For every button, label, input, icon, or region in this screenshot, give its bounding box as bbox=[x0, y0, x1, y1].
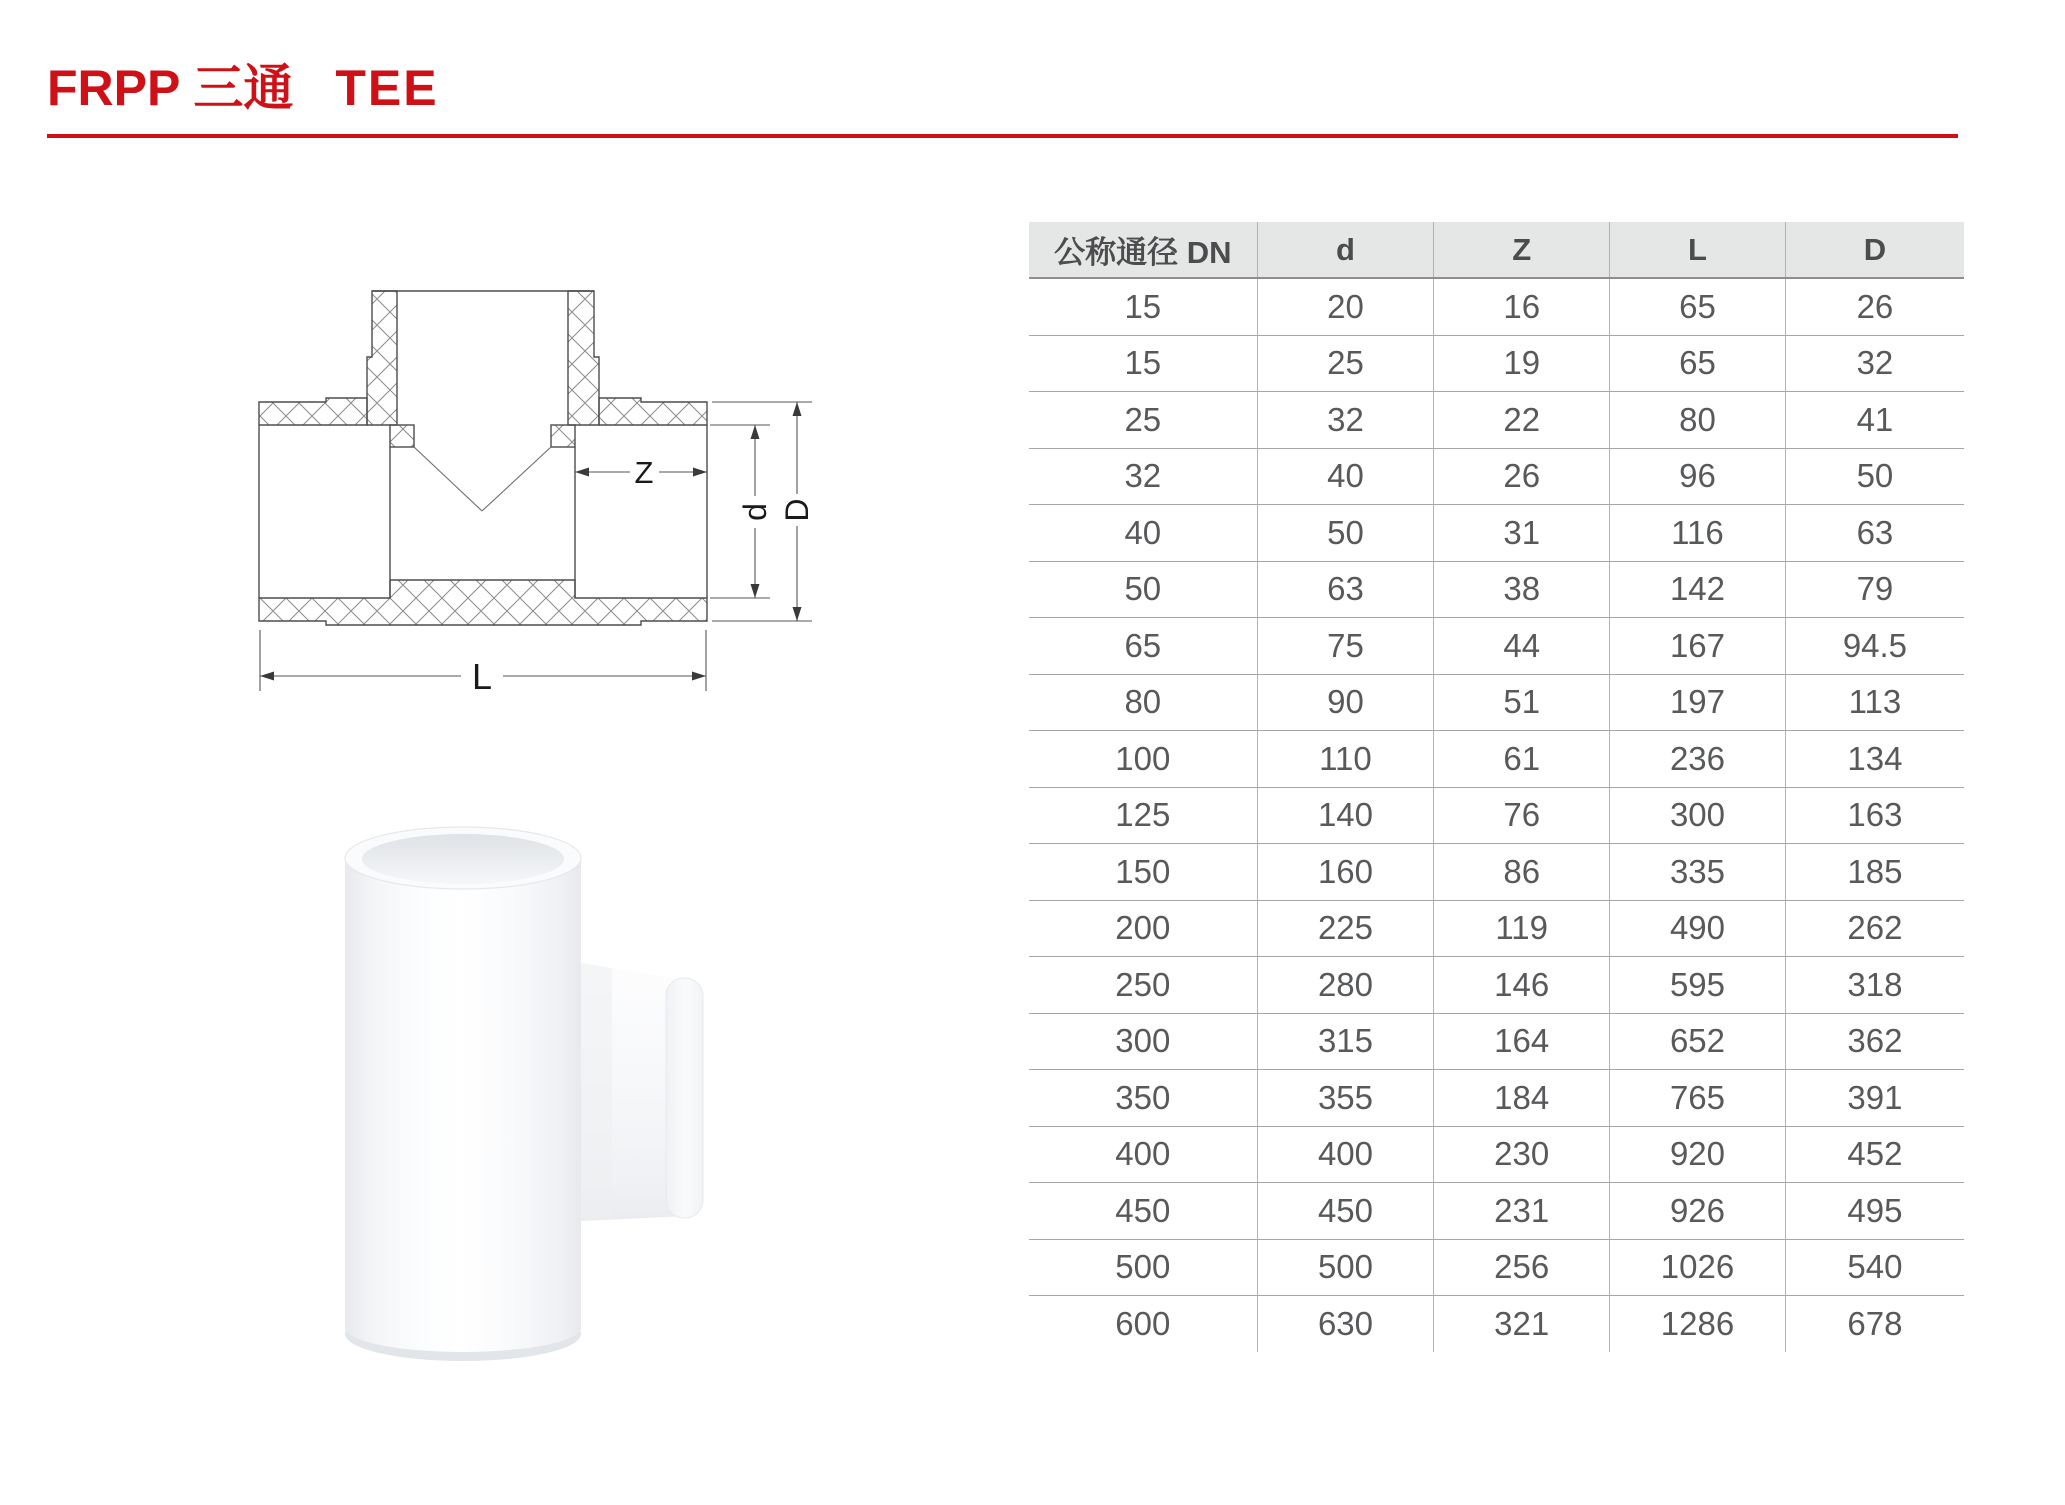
table-cell: 65 bbox=[1029, 618, 1257, 675]
table-cell: 400 bbox=[1257, 1126, 1434, 1183]
table-row bbox=[1029, 957, 1964, 1014]
table-cell: 15 bbox=[1029, 278, 1257, 335]
table-row bbox=[1029, 1013, 1964, 1070]
table-cell: 150 bbox=[1029, 844, 1257, 901]
table-cell: 315 bbox=[1257, 1013, 1434, 1070]
table-cell: 134 bbox=[1785, 731, 1964, 788]
table-cell: 26 bbox=[1785, 278, 1964, 335]
run-bottom-wall bbox=[259, 580, 707, 625]
table-cell: 119 bbox=[1434, 900, 1610, 957]
run-top-left-wall bbox=[259, 398, 367, 425]
left-corner-block bbox=[390, 425, 414, 447]
table-cell: 350 bbox=[1029, 1070, 1257, 1127]
table-cell: 452 bbox=[1785, 1126, 1964, 1183]
table-row bbox=[1029, 1239, 1964, 1296]
fitting-main-body bbox=[345, 858, 581, 1352]
table-cell: 94.5 bbox=[1785, 618, 1964, 675]
table-row bbox=[1029, 561, 1964, 618]
fitting-top-bore bbox=[362, 834, 564, 884]
table-cell: 262 bbox=[1785, 900, 1964, 957]
run-top-right-wall bbox=[599, 398, 707, 425]
table-row bbox=[1029, 448, 1964, 505]
table-cell: 920 bbox=[1610, 1126, 1786, 1183]
table-row bbox=[1029, 1183, 1964, 1240]
tee-product-photo bbox=[330, 815, 715, 1370]
table-cell: 335 bbox=[1610, 844, 1786, 901]
table-cell: 19 bbox=[1434, 335, 1610, 392]
table-cell: 50 bbox=[1785, 448, 1964, 505]
bore-intersection-left bbox=[414, 447, 482, 511]
table-cell: 41 bbox=[1785, 392, 1964, 449]
col-header-dn: 公称通径 DN bbox=[1029, 222, 1257, 278]
table-cell: 142 bbox=[1610, 561, 1786, 618]
table-cell: 321 bbox=[1434, 1296, 1610, 1352]
table-cell: 362 bbox=[1785, 1013, 1964, 1070]
table-cell: 500 bbox=[1029, 1239, 1257, 1296]
table-cell: 160 bbox=[1257, 844, 1434, 901]
col-header-l: L bbox=[1610, 222, 1786, 278]
table-cell: 44 bbox=[1434, 618, 1610, 675]
table-cell: 926 bbox=[1610, 1183, 1786, 1240]
table-row bbox=[1029, 392, 1964, 449]
fitting-branch-face bbox=[666, 978, 703, 1218]
table-body bbox=[1029, 278, 1964, 1352]
table-cell: 61 bbox=[1434, 731, 1610, 788]
table-cell: 391 bbox=[1785, 1070, 1964, 1127]
table-header-row bbox=[1029, 222, 1964, 278]
table-cell: 31 bbox=[1434, 505, 1610, 562]
table-cell: 184 bbox=[1434, 1070, 1610, 1127]
table-row bbox=[1029, 900, 1964, 957]
table-cell: 765 bbox=[1610, 1070, 1786, 1127]
table-cell: 236 bbox=[1610, 731, 1786, 788]
table-cell: 110 bbox=[1257, 731, 1434, 788]
table-cell: 75 bbox=[1257, 618, 1434, 675]
table-cell: 318 bbox=[1785, 957, 1964, 1014]
table-cell: 355 bbox=[1257, 1070, 1434, 1127]
table-cell: 185 bbox=[1785, 844, 1964, 901]
table-cell: 40 bbox=[1029, 505, 1257, 562]
table-cell: 32 bbox=[1029, 448, 1257, 505]
table-cell: 50 bbox=[1029, 561, 1257, 618]
table-cell: 80 bbox=[1610, 392, 1786, 449]
table-row bbox=[1029, 844, 1964, 901]
table-cell: 40 bbox=[1257, 448, 1434, 505]
table-cell: 495 bbox=[1785, 1183, 1964, 1240]
table-cell: 32 bbox=[1785, 335, 1964, 392]
table-cell: 163 bbox=[1785, 787, 1964, 844]
table-cell: 86 bbox=[1434, 844, 1610, 901]
table-row bbox=[1029, 674, 1964, 731]
branch-right-wall bbox=[568, 291, 599, 425]
table-row bbox=[1029, 787, 1964, 844]
table-cell: 22 bbox=[1434, 392, 1610, 449]
page-title-en: TEE bbox=[335, 60, 439, 116]
table-cell: 200 bbox=[1029, 900, 1257, 957]
col-header-d: d bbox=[1257, 222, 1434, 278]
table-cell: 26 bbox=[1434, 448, 1610, 505]
table-row bbox=[1029, 731, 1964, 788]
table-cell: 300 bbox=[1029, 1013, 1257, 1070]
table-cell: 652 bbox=[1610, 1013, 1786, 1070]
table-cell: 15 bbox=[1029, 335, 1257, 392]
table-cell: 65 bbox=[1610, 278, 1786, 335]
table-cell: 80 bbox=[1029, 674, 1257, 731]
table-cell: 490 bbox=[1610, 900, 1786, 957]
table-cell: 100 bbox=[1029, 731, 1257, 788]
table-cell: 256 bbox=[1434, 1239, 1610, 1296]
dim-label-big-d: D bbox=[779, 498, 815, 522]
table-cell: 300 bbox=[1610, 787, 1786, 844]
title-underline bbox=[47, 134, 1958, 138]
table-cell: 63 bbox=[1785, 505, 1964, 562]
dim-label-z: Z bbox=[634, 455, 654, 490]
table-row bbox=[1029, 1126, 1964, 1183]
table-cell: 51 bbox=[1434, 674, 1610, 731]
spec-table bbox=[1029, 222, 1964, 1352]
table-cell: 65 bbox=[1610, 335, 1786, 392]
table-row bbox=[1029, 278, 1964, 335]
col-header-z: Z bbox=[1434, 222, 1610, 278]
table-cell: 197 bbox=[1610, 674, 1786, 731]
bore-intersection-right bbox=[482, 447, 551, 511]
table-cell: 400 bbox=[1029, 1126, 1257, 1183]
table-cell: 500 bbox=[1257, 1239, 1434, 1296]
tee-section-drawing bbox=[240, 275, 820, 695]
dim-label-l: L bbox=[471, 656, 493, 695]
col-header-big-d: D bbox=[1785, 222, 1964, 278]
table-cell: 20 bbox=[1257, 278, 1434, 335]
table-cell: 96 bbox=[1610, 448, 1786, 505]
table-cell: 63 bbox=[1257, 561, 1434, 618]
table-cell: 90 bbox=[1257, 674, 1434, 731]
table-cell: 1286 bbox=[1610, 1296, 1786, 1352]
table-cell: 230 bbox=[1434, 1126, 1610, 1183]
page-title-cn: FRPP 三通 bbox=[47, 60, 294, 116]
page-title bbox=[47, 48, 439, 120]
table-row bbox=[1029, 1296, 1964, 1352]
table-cell: 678 bbox=[1847, 1304, 1903, 1342]
table-cell: 600 bbox=[1029, 1296, 1257, 1352]
table-cell: 16 bbox=[1434, 278, 1610, 335]
table-row bbox=[1029, 1070, 1964, 1127]
right-corner-block bbox=[551, 425, 575, 447]
table-cell: 630 bbox=[1257, 1296, 1434, 1352]
table-cell: 113 bbox=[1785, 674, 1964, 731]
table-cell: 164 bbox=[1434, 1013, 1610, 1070]
table-row bbox=[1029, 505, 1964, 562]
table-cell: 231 bbox=[1434, 1183, 1610, 1240]
table-cell: 146 bbox=[1434, 957, 1610, 1014]
table-cell: 38 bbox=[1434, 561, 1610, 618]
table-cell: 450 bbox=[1257, 1183, 1434, 1240]
dim-label-d: d bbox=[737, 503, 773, 521]
table-cell: 50 bbox=[1257, 505, 1434, 562]
table-cell: 25 bbox=[1029, 392, 1257, 449]
table-cell: 167 bbox=[1610, 618, 1786, 675]
table-cell: 250 bbox=[1029, 957, 1257, 1014]
table-cell: 76 bbox=[1434, 787, 1610, 844]
table-cell: 225 bbox=[1257, 900, 1434, 957]
fitting-branch-root-shade bbox=[581, 963, 612, 1221]
table-cell: 450 bbox=[1029, 1183, 1257, 1240]
table-cell: 32 bbox=[1257, 392, 1434, 449]
table-cell: 280 bbox=[1257, 957, 1434, 1014]
branch-left-wall bbox=[367, 291, 397, 425]
table-cell: 140 bbox=[1257, 787, 1434, 844]
table-cell: 125 bbox=[1029, 787, 1257, 844]
table-cell: 595 bbox=[1610, 957, 1786, 1014]
table-row bbox=[1029, 335, 1964, 392]
table-cell: 540 bbox=[1785, 1239, 1964, 1296]
table-cell: 1026 bbox=[1610, 1239, 1786, 1296]
table-row bbox=[1029, 618, 1964, 675]
table-cell: 79 bbox=[1785, 561, 1964, 618]
table-cell: 116 bbox=[1610, 505, 1786, 562]
table-cell: 25 bbox=[1257, 335, 1434, 392]
